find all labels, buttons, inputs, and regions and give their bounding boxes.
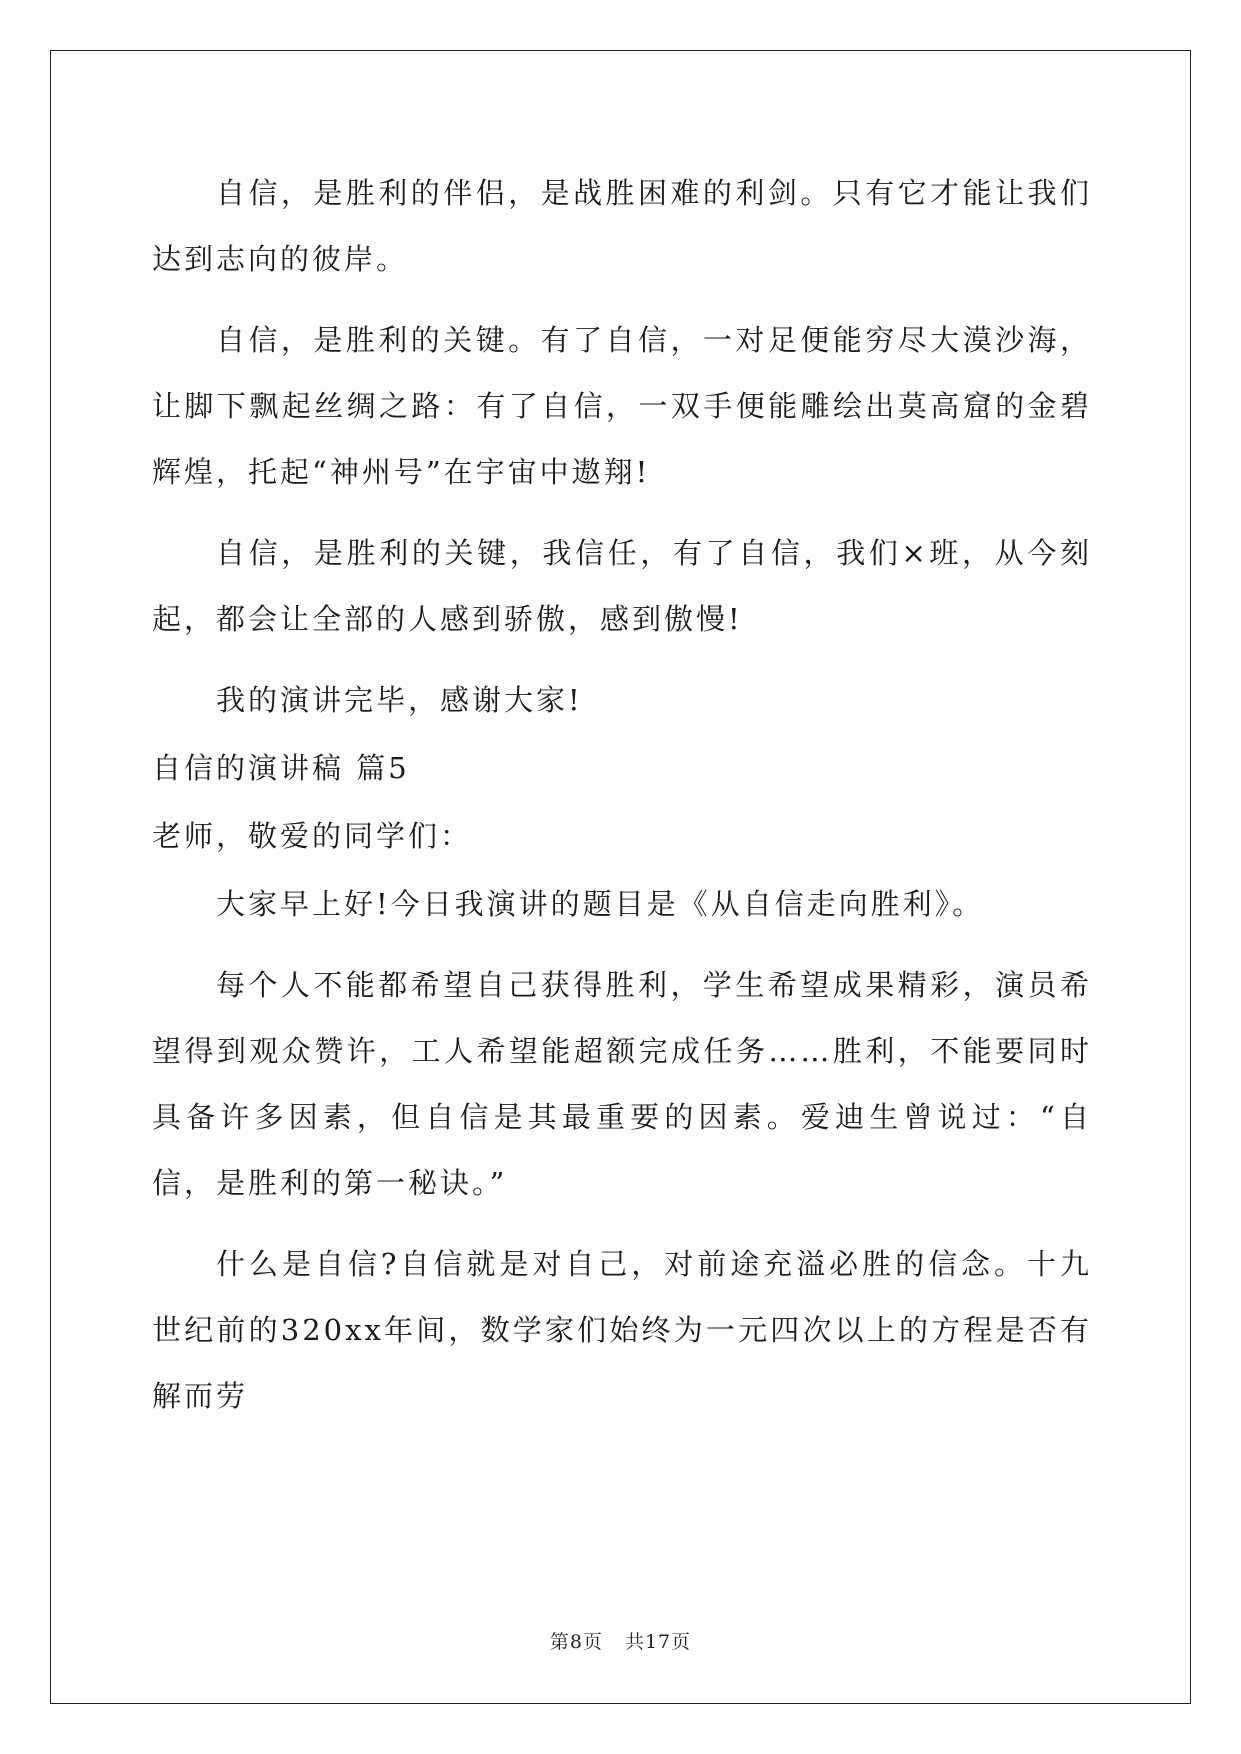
section-heading: 自信的演讲稿 篇5	[152, 751, 410, 785]
paragraph-3: 自信，是胜利的关键，我信任，有了自信，我们×班，从今刻起，都会让全部的人感到骄傲，感到傲慢!	[152, 536, 1092, 636]
paragraph-2: 自信，是胜利的关键。有了自信，一对足便能穷尽大漠沙海，让脚下飘起丝绸之路：有了自信，一双手便能雕绘出莫高窟的金碧辉煌，托起“神州号”在宇宙中遨翔!	[152, 323, 1092, 489]
page-number: 第8页	[549, 1631, 603, 1653]
paragraph-7: 什么是自信?自信就是对自己，对前途充溢必胜的信念。十九世纪前的320xx年间，数学家们始终为一元四次以上的方程是否有解而劳	[152, 1247, 1092, 1413]
page-total: 共17页	[624, 1631, 692, 1653]
page-footer	[0, 1627, 1241, 1654]
paragraph-4: 我的演讲完毕，感谢大家!	[216, 683, 583, 717]
paragraph-5: 大家早上好!今日我演讲的题目是《从自信走向胜利》。	[216, 887, 985, 921]
paragraph-6: 每个人不能都希望自己获得胜利，学生希望成果精彩，演员希望得到观众赞许，工人希望能超额完成任务……胜利，不能要同时具备许多因素，但自信是其最重要的因素。爱迪生曾说过：“自信，是胜利的第一秘诀。”	[152, 968, 1092, 1200]
salutation: 老师，敬爱的同学们：	[152, 819, 473, 853]
document-body	[152, 160, 1092, 1444]
paragraph-1: 自信，是胜利的伴侣，是战胜困难的利剑。只有它才能让我们达到志向的彼岸。	[152, 176, 1092, 276]
